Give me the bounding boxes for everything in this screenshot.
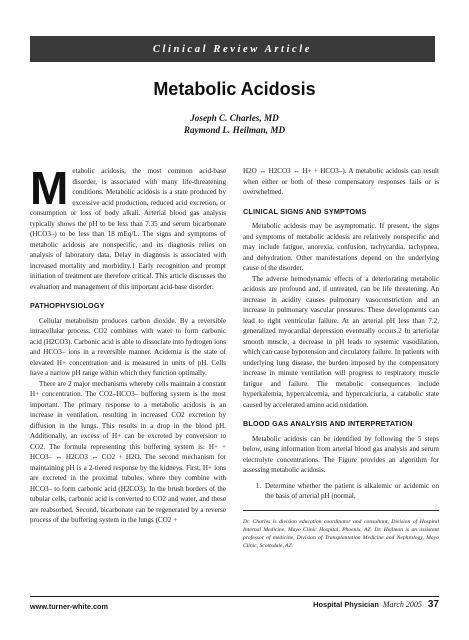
body-paragraph: The adverse hemodynamic effects of a deteriorating metabolic acidosis are profound and, if untreated, can be life threatening. An increase in acidity causes pulmonary vasoconstriction and an increase in pulmonary vascular pressures. These developments can lead to right ventricular failure. At an arterial pH less than 7.2, generalized myocardial depression eventually occurs.2 In arteriolar smooth muscle, a decrease in pH leads to systemic vasodilation, which can cause hypotension and circulatory failure. In patients with underlying lung disease, the burden imposed by the compensatory increase in minute ventilation will progress to respiratory muscle fatigue and failure. The metabolic consequences include hyperkalemia, hypercalcemia, and hypercalciuria, a catabolic state caused by accelerated amino acid oxidation.	[243, 274, 439, 409]
issue-date: March 2005	[382, 600, 422, 609]
body-paragraph: Metabolic acidosis can be identified by following the 5 steps below, using information from arterial blood gas analysis and serum electrolyte concentrations. The Figure provides an algorithm for assessing metabolic acidosis.	[243, 434, 439, 474]
body-paragraph: There are 2 major mechanisms whereby cells maintain a constant H+ concentration. The CO2–HCO3– buffering system is the most important. The primary response to a metabolic acidosis is an increase in ventilation, resulting in increased CO2 excretion by diffusion in the lungs. This results in a drop in the blood pH. Additionally, an excess of H+ can be excreted by conversion to CO2. The formula representing this buffering system is: H+ + HCO3– ↔ H2CO3 ↔ CO2 + H2O. The second mechanism for maintaining pH is a 2-tiered response by the kidneys. First, H+ ions are excreted in the proximal tubules, where they combine with HCO3– to form carbonic acid (H2CO3). In the brush borders of the tubular cells, carbonic acid is converted to CO2 and water, and these are reabsorbed. Second, bicarbonate can be regenerated by a reverse process of the buffering system in the lungs (CO2 +	[30, 379, 226, 524]
section-label: Clinical Review Article	[152, 43, 313, 55]
list-item: 1. Determine whether the patient is alkalemic or acidemic on the basis of arterial pH (normal,	[263, 481, 439, 502]
footer-website-link[interactable]: www.turner-white.com	[30, 602, 108, 611]
body-paragraph: Cellular metabolism produces carbon dioxide. By a reversible intracellular process, CO2 combines with water to form carbonic acid (H2CO3). Carbonic acid is able to dissociate into hydrogen ions and HCO3– ions in a reversible manner. Acidemia is the state of elevated H+ concentration and is measured in units of pH. Cells have a narrow pH range within which they function optimally.	[30, 316, 226, 377]
body-paragraph: H2O ↔ H2CO3 ↔ H+ + HCO3–). A metabolic acidosis can result when either or both of these compensatory responses fails or is overwhelmed.	[243, 167, 439, 196]
intro-paragraph	[30, 162, 226, 292]
left-column	[30, 162, 226, 526]
body-paragraph: Metabolic acidosis may be asymptomatic. If present, the signs and symptoms of metabolic acidosis are relatively nonspecific and may include fatigue, anorexia, confusion, tachycardia, tachypnea, and dehydration. Other manifestations depend on the underlying cause of the disorder.	[243, 222, 439, 272]
section-heading-pathophysiology: PATHOPHYSIOLOGY	[30, 301, 105, 310]
author-affiliation-footnote: Dr. Charles is division education coordinator and consultant, Division of Hospital Internal Medicine, Mayo Clinic Hospital, Phoenix, AZ. Dr. Heilman is an assistant professor of medicine, Division of Transplantation Medicine and Nephrology, Mayo Clinic, Scottsdale, AZ.	[243, 519, 439, 549]
page-number: 37	[427, 599, 439, 610]
drop-cap: M	[30, 162, 69, 214]
section-heading-blood-gas: BLOOD GAS ANALYSIS AND INTERPRETATION	[243, 419, 413, 428]
author-name: Joseph C. Charles, MD	[190, 113, 279, 123]
article-title: Metabolic Acidosis	[153, 79, 316, 99]
author-name: Raymond L. Heilman, MD	[183, 125, 286, 135]
footnote-divider	[243, 510, 439, 511]
author-list	[0, 112, 469, 136]
journal-name: Hospital Physician	[313, 600, 379, 609]
right-column	[243, 166, 439, 502]
intro-text: etabolic acidosis, the most common acid-base disorder, is associated with many life-threatening conditions. Metabolic acidosis is a state produced by excessive acid production, reduced acid excretion, or consumption or loss of body alkali. Arterial blood gas analysis typically shows the pH to be less than 7.35 and serum bicarbonate (HCO3–) to be less than 18 mEq/L. The signs and symptoms of metabolic acidosis are nonspecific, and its diagnosis relies on analysis of laboratory data. Delay in diagnosis is associated with increased mortality and morbidity.1 Early recognition and prompt initiation of treatment are therefore critical. This article discusses the evaluation and management of this important acid-base disorder.	[30, 167, 226, 291]
steps-list	[243, 481, 439, 502]
footer-journal-info	[313, 599, 439, 610]
section-heading-signs: CLINICAL SIGNS AND SYMPTOMS	[243, 206, 367, 216]
section-banner	[30, 36, 435, 62]
footer-divider	[30, 596, 439, 597]
